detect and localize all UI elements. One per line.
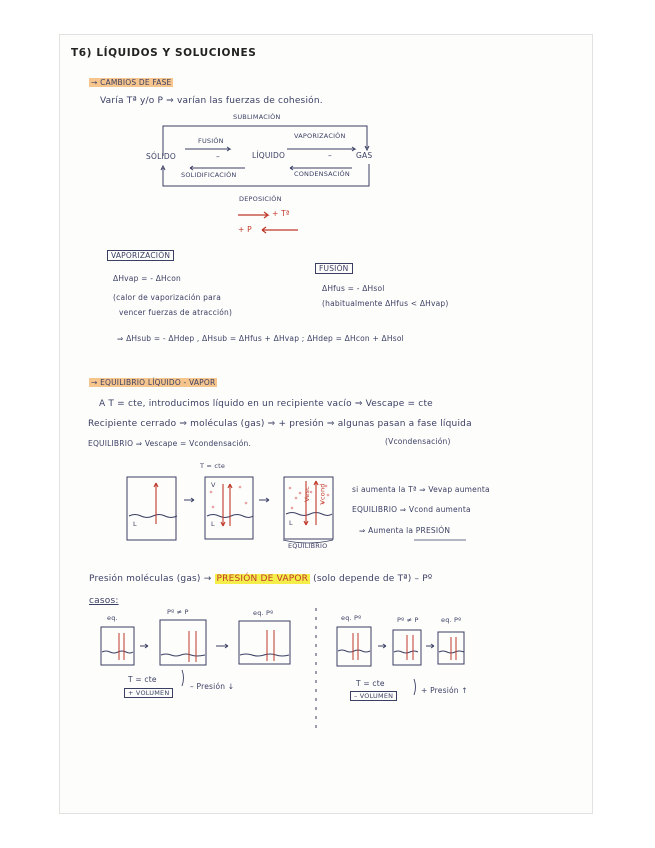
label-condensacion: CONDENSACIÓN xyxy=(294,170,350,178)
casos-vol-right-text: – VOLUMEN xyxy=(350,691,397,701)
equil-line-2b: (Vcondensación) xyxy=(385,437,451,446)
casos-res-left: – Presión ↓ xyxy=(190,682,235,691)
casos-vol-left xyxy=(124,689,173,697)
casos-vol-left-text: + VOLUMEN xyxy=(124,688,173,698)
label-vaporizacion: VAPORIZACIÓN xyxy=(294,132,346,140)
equil-line-3: EQUILIBRIO ⇒ Vescape = Vcondensación. xyxy=(88,439,252,448)
solidification-arrow xyxy=(190,166,245,170)
fusion-line-1: ΔHfus = - ΔHsol xyxy=(322,284,385,293)
caso-eq-p3: eq. Pº xyxy=(441,616,462,624)
caso-eq: eq. xyxy=(107,614,118,622)
label-sublimacion: SUBLIMACIÓN xyxy=(233,113,281,121)
casos-tcte-right: T = cte xyxy=(356,679,385,688)
caso-p-neq2: Pº ≠ P xyxy=(397,616,419,624)
label-deposicion: DEPOSICIÓN xyxy=(239,195,282,203)
caso-eq-p2: eq. Pº xyxy=(341,614,362,622)
caso-p-neq: Pº ≠ P xyxy=(167,608,189,616)
section-heading-fase-text: → CAMBIOS DE FASE xyxy=(91,78,172,87)
vessel1-L: L xyxy=(133,520,137,528)
equil-line-1: A T = cte, introducimos líquido en un recipiente vacío ⇒ Vescape = cte xyxy=(99,399,433,409)
vessel2-V: V xyxy=(211,481,216,489)
result-line-1: si aumenta la Tª ⇒ Vevap aumenta xyxy=(352,485,490,494)
vessel2-L: L xyxy=(211,520,215,528)
label-vesc: Vesc xyxy=(302,486,311,502)
casos-res-right: + Presión ↑ xyxy=(421,686,468,695)
result-line-3: ⇒ Aumenta la PRESIÓN xyxy=(359,526,451,535)
vaporizacion-label-text: VAPORIZACIÓN xyxy=(107,250,174,261)
vaporizacion-label xyxy=(107,251,174,260)
fusion-line-2: (habitualmente ΔHfus < ΔHvap) xyxy=(322,299,449,308)
result-line-2: EQUILIBRIO ⇒ Vcond aumenta xyxy=(352,505,471,514)
dash-2: – xyxy=(328,151,332,160)
label-plus-p: + P xyxy=(238,225,252,234)
vapor-line-2: (calor de vaporización para xyxy=(113,293,221,302)
presion-pre: Presión moléculas (gas) → xyxy=(89,574,212,584)
section-heading-equilibrio-text: → EQUILIBRIO LÍQUIDO - VAPOR xyxy=(91,378,216,387)
vapor-line-1: ΔHvap = - ΔHcon xyxy=(113,274,181,283)
casos-tcte-left: T = cte xyxy=(128,675,157,684)
presion-post: (solo depende de Tª) – Pº xyxy=(313,574,433,584)
caso-eq-p: eq. Pº xyxy=(253,609,274,617)
label-liquido: LÍQUIDO xyxy=(252,151,286,160)
presion-de-vapor-highlight: PRESIÓN DE VAPOR xyxy=(216,574,309,584)
vessel-1 xyxy=(127,477,176,540)
label-solido: SÓLIDO xyxy=(146,152,176,161)
casos-vessels xyxy=(101,608,464,730)
temp-arrow xyxy=(238,212,268,218)
equil-line-2: Recipiente cerrado ⇒ moléculas (gas) ⇒ + presión ⇒ algunas pasan a fase líquida xyxy=(88,419,472,429)
fusion-label-text: FUSIÓN xyxy=(315,263,353,274)
fusion-arrow xyxy=(185,147,230,151)
section-heading-fase xyxy=(89,78,173,87)
vapor-line-3: vencer fuerzas de atracción) xyxy=(119,308,233,317)
label-vcond: Vcond xyxy=(318,483,327,505)
section-heading-equilibrio xyxy=(89,378,217,387)
vessel3-L: L xyxy=(289,519,293,527)
dash-1: – xyxy=(216,152,220,161)
fase-intro: Varía Tª y/o P ⇒ varían las fuerzas de cohesión. xyxy=(100,96,323,106)
label-fusion: FUSIÓN xyxy=(198,137,224,145)
enthalpy-relations: ⇒ ΔHsub = - ΔHdep , ΔHsub = ΔHfus + ΔHvap ; ΔHdep = ΔHcon + ΔHsol xyxy=(117,334,404,343)
label-solidificacion: SOLIDIFICACIÓN xyxy=(181,171,237,179)
casos-heading: casos: xyxy=(89,596,119,606)
label-gas: GAS xyxy=(356,151,373,160)
fusion-label xyxy=(315,264,353,273)
label-plus-t: + Tª xyxy=(272,209,290,218)
casos-vol-right xyxy=(350,692,397,700)
pressure-arrow xyxy=(262,227,298,233)
label-tcte: T = cte xyxy=(200,462,226,470)
label-equilibrio: EQUILIBRIO xyxy=(288,542,328,550)
page-title: T6) LÍQUIDOS Y SOLUCIONES xyxy=(71,47,257,59)
presion-line xyxy=(89,574,432,584)
vaporization-arrow xyxy=(287,147,355,151)
